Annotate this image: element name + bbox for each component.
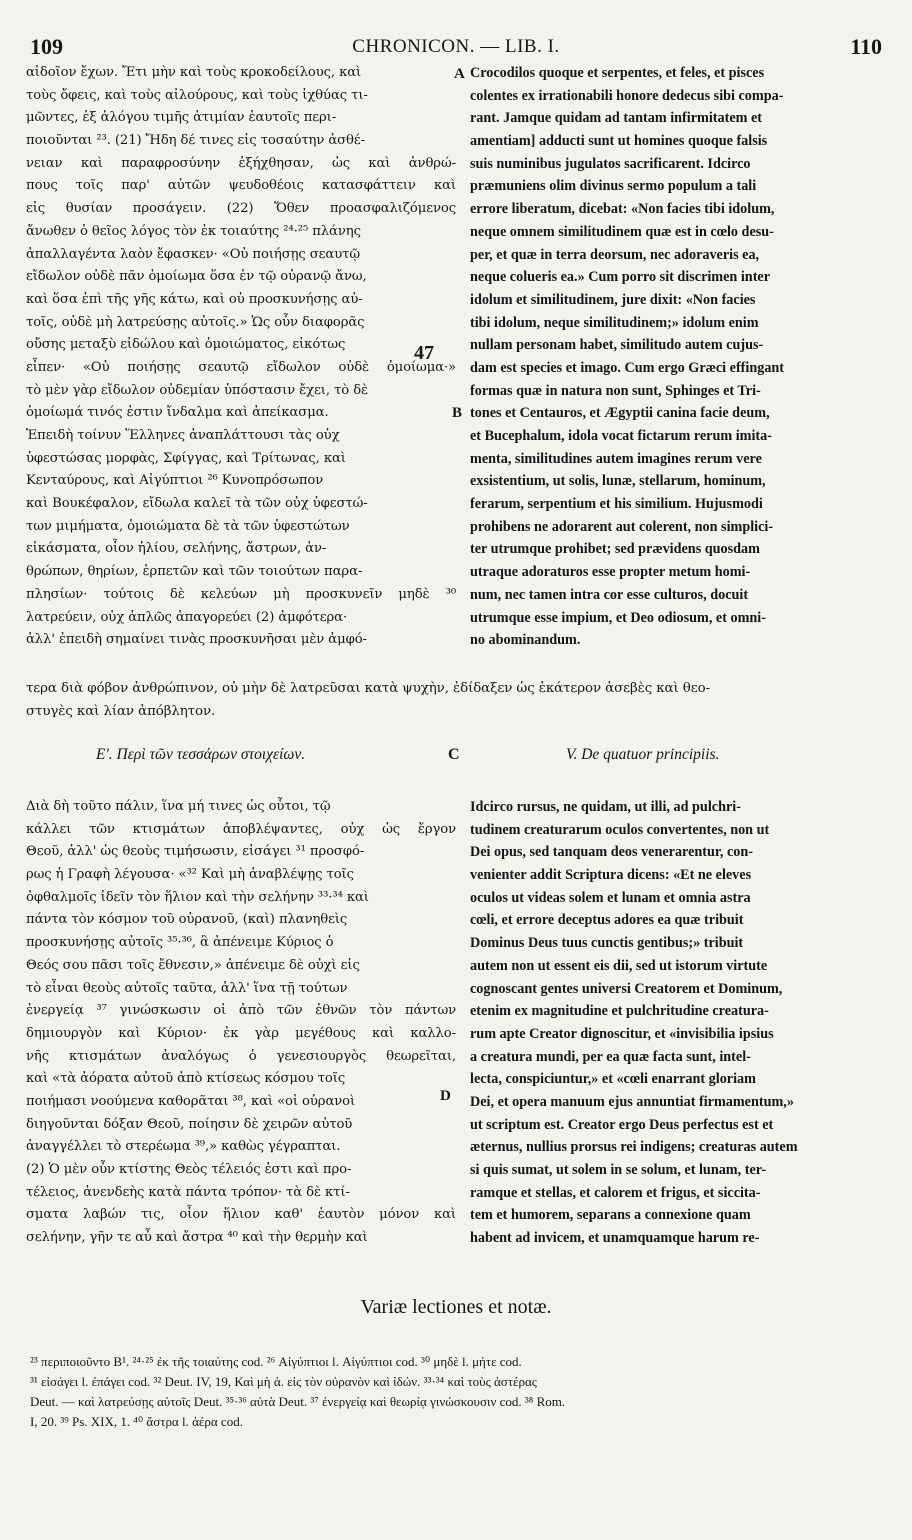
greek-text-line: σελήνην, γῆν τε αὖ καὶ ἄστρα ⁴⁰ καὶ τὴν θερμὴν καὶ: [26, 1230, 368, 1246]
margin-number-47: 47: [414, 342, 434, 364]
latin-text-line: Dei, et opera manuum ejus annuntiat firmamentum,»: [470, 1093, 794, 1110]
greek-text-line: πλησίων· τούτοις δὲ κελεύων μὴ προσκυνεῖν μηδὲ ³⁰: [26, 586, 456, 602]
greek-text-line: εἰς θυσίαν προσάγειν. (22) Ὅθεν προασφαλιζόμενος: [26, 201, 456, 217]
greek-text-line: προσκυνήσῃς αὐτοῖς ³⁵·³⁶, ἃ ἀπένειμε Κύριος ὁ: [26, 935, 334, 951]
greek-text-line: Ἐπειδὴ τοίνυν Ἕλληνες ἀναπλάττουσι τὰς οὐχ: [26, 428, 340, 443]
greek-text-line: εἶπεν· «Οὐ ποιήσῃς σεαυτῷ εἴδωλον οὐδὲ ὁμοίωμα·»: [26, 359, 456, 375]
greek-text-line: Διὰ δὴ τοῦτο πάλιν, ἵνα μή τινες ὡς οὗτοι, τῷ: [26, 799, 331, 814]
greek-text-line: εἰκάσματα, οἷον ἡλίου, σελήνης, ἄστρων, ἀν-: [26, 541, 327, 557]
latin-text-line: tones et Centauros, et Ægyptii canina facie deum,: [470, 405, 770, 422]
greek-text-line: ποιήμασι νοούμενα καθορᾶται ³⁸, καὶ «οἱ οὐρανοὶ: [26, 1093, 356, 1109]
latin-text-line: idolum et similitudinem, jure dixit: «Non facies: [470, 291, 756, 308]
greek-text-line: τέλειος, ἀνενδεὴς κατὰ πάντα τρόπον· τὰ δὲ κτί-: [26, 1184, 350, 1200]
greek-text-line: σματα λαβών τις, οἷον ἥλιον καθ' ἑαυτὸν μόνον καὶ: [26, 1207, 456, 1223]
latin-text-line: Crocodilos quoque et serpentes, et feles, et pisces: [470, 65, 765, 81]
latin-text-line: no abominandum.: [470, 632, 581, 649]
greek-text-line: τὸ εἶναι θεοὺς αὐτοῖς ταῦτα, ἀλλ' ἵνα τῇ τούτων: [26, 980, 348, 996]
greek-text-line: των μιμήματα, ὁμοιώματα δὲ τὰ τῶν ὑφεστώτων: [26, 518, 350, 534]
latin-text-line: æternus, nullius prorsus rei indigens; creaturas autem: [470, 1139, 798, 1156]
margin-letter-c: C: [448, 746, 460, 763]
latin-text-line: ter utrumque prohibet; sed prævidens quosdam: [470, 541, 760, 558]
latin-text-line: venienter addit Scriptura dicens: «Et ne eleves: [470, 867, 752, 884]
latin-text-line: si quis sumat, ut solem in se solum, et lunam, ter-: [470, 1162, 767, 1178]
latin-text-line: etenim ex magnitudine et pulchritudine creatura-: [470, 1003, 769, 1020]
footnotes: [30, 1352, 890, 1432]
page-number-left: 109: [30, 34, 63, 59]
latin-text-line: oculos ut videas solem et lunam et omnia astra: [470, 889, 751, 906]
greek-text-line: καὶ «τὰ ἀόρατα αὐτοῦ ἀπὸ κτίσεως κόσμου τοῖς: [26, 1071, 346, 1087]
greek-text-line: ποιοῦνται ²³. (21) Ἤδη δέ τινες εἰς τοσαύτην ἀσθέ-: [26, 133, 365, 149]
greek-text-line: πους τοῖς παρ' αὐτῶν ψευδοθέοις κατασφάττειν καὶ: [26, 178, 456, 194]
greek-text-line: τερα διὰ φόβον ἀνθρώπινον, οὐ μὴν δὲ λατρεῦσαι κατὰ ψυχὴν, ἐδίδαξεν ὡς ἑκάτερον ἀσεβὲς καὶ θεο-: [26, 681, 710, 696]
greek-section-heading: Ε'. Περὶ τῶν τεσσάρων στοιχείων.: [96, 746, 306, 763]
latin-text-line: ferarum, serpentium et his similium. Hujusmodi: [470, 496, 763, 513]
latin-section-heading: V. De quatuor principiis.: [566, 746, 720, 763]
greek-full-width-text: [26, 678, 886, 723]
greek-text-line: δημιουργὸν καὶ Κύριον· ἐκ γὰρ μεγέθους καὶ καλλο-: [26, 1025, 456, 1041]
latin-text-line: tudinem creaturarum oculos convertentes, non ut: [470, 821, 770, 838]
page-number-right: 110: [850, 34, 882, 59]
footnote-line: I, 20. ³⁹ Ps. XIX, 1. ⁴⁰ ἄστρα l. ἀέρα cod.: [30, 1414, 243, 1429]
latin-column-bottom: [470, 796, 882, 1250]
latin-text-line: ramque et stellas, et calorem et frigus, et siccita-: [470, 1184, 761, 1201]
latin-text-line: præmuniens olim divinus sermo populum a tali: [470, 178, 757, 195]
page-header: [30, 34, 882, 64]
greek-text-line: διηγοῦνται δόξαν Θεοῦ, ποίησιν δὲ χειρῶν αὐτοῦ: [26, 1116, 353, 1132]
latin-column-top: [470, 62, 882, 652]
greek-text-line: ἀπαλλαγέντα λαὸν ἔφασκεν· «Οὐ ποιήσῃς σεαυτῷ: [26, 246, 360, 262]
latin-text-line: dam est species et imago. Cum ergo Græci effingant: [470, 359, 785, 376]
greek-text-line: στυγὲς καὶ λίαν ἀπόβλητον.: [26, 703, 216, 719]
latin-text-line: amentiam] adducti sunt ut homines quoque falsis: [470, 133, 768, 150]
greek-text-line: Θεός σου πᾶσι τοῖς ἔθνεσιν,» ἀπένειμε δὲ οὐχὶ εἰς: [26, 957, 360, 973]
greek-text-line: ἀναγγέλλει τὸ στερέωμα ³⁹,» καθὼς γέγραπται.: [26, 1139, 341, 1155]
latin-text-line: a creatura mundi, per ea quæ facta sunt, intel-: [470, 1048, 751, 1065]
latin-text-line: cœli, et errore deceptus adores ea quæ tribuit: [470, 912, 744, 929]
greek-text-line: Κενταύρους, καὶ Αἰγύπτιοι ²⁶ Κυνοπρόσωπον: [26, 473, 324, 489]
variae-lectiones-title: Variæ lectiones et notæ.: [360, 1296, 552, 1318]
latin-text-line: lecta, conspiciuntur,» et «cœli enarrant gloriam: [470, 1071, 756, 1088]
greek-text-line: νῆς κτισμάτων ἀναλόγως ὁ γενεσιουργὸς θεωρεῖται,: [26, 1048, 456, 1064]
latin-text-line: utrumque esse impium, et Deo odiosum, et omni-: [470, 609, 766, 626]
greek-column-bottom: [26, 796, 456, 1250]
greek-text-line: τοῖς, οὐδὲ μὴ λατρεύσῃς αὐτοῖς.» Ὡς οὖν διαφορᾶς: [26, 314, 365, 330]
greek-text-line: ἐνεργείᾳ ³⁷ γινώσκωσιν οἱ ἀπὸ τῶν ἐθνῶν τὸν πάντων: [26, 1003, 456, 1019]
greek-text-line: κάλλει τῶν κτισμάτων ἀποβλέψαντες, οὐχ ὡς ἔργον: [26, 821, 456, 837]
margin-letter-d: D: [440, 1088, 451, 1104]
latin-text-line: rum apte Creator dignoscitur, et «invisibilia ipsius: [470, 1025, 774, 1042]
margin-letter-a: A: [454, 66, 465, 82]
greek-text-line: ἄνωθεν ὁ θεῖος λόγος τὸν ἐκ τοιαύτης ²⁴·²⁵ πλάνης: [26, 223, 361, 239]
latin-text-line: prohibens ne adorarent aut colerent, non simplici-: [470, 518, 774, 535]
latin-text-line: rant. Jamque quidam ad tantam infirmitatem et: [470, 110, 763, 127]
latin-text-line: Dei opus, sed tanquam deos venerarentur, con-: [470, 844, 753, 861]
greek-text-line: οὔσης μεταξὺ εἰδώλου καὶ ὁμοιώματος, εἰκότως: [26, 337, 346, 353]
latin-text-line: formas quæ in natura non sunt, Sphinges et Tri-: [470, 382, 761, 399]
latin-text-line: utraque adoraturos esse propter metum homi-: [470, 564, 751, 581]
greek-text-line: ὑφεστώσας μορφὰς, Σφίγγας, καὶ Τρίτωνας, καὶ: [26, 450, 346, 466]
latin-text-line: tibi idolum, neque similitudinem;» idolum enim: [470, 314, 759, 331]
latin-text-line: suis numinibus jugulatos sacrificarent. Idcirco: [470, 155, 751, 172]
greek-text-line: θρώπων, θηρίων, ἑρπετῶν καὶ τῶν τοιούτων παρα-: [26, 564, 363, 580]
latin-text-line: Dominus Deus tuus cunctis gentibus;» tribuit: [470, 935, 744, 952]
greek-text-line: εἴδωλον οὐδὲ πᾶν ὁμοίωμα ὅσα ἐν τῷ οὐρανῷ ἄνω,: [26, 269, 367, 285]
greek-text-line: καὶ Βουκέφαλον, εἴδωλα καλεῖ τὰ τῶν οὐχ ὑφεστώ-: [26, 496, 368, 512]
footnote-line: ²³ περιποιοῦντο B¹. ²⁴·²⁵ ἐκ τῆς τοιαύτης cod. ²⁶ Αἰγύπτιοι l. Αἰγύπτιοι cod. ³⁰ μηδὲ l. μήτε cod.: [30, 1354, 522, 1369]
greek-text-line: αἰδοῖον ἔχων. Ἔτι μὴν καὶ τοὺς κροκοδείλους, καὶ: [26, 65, 362, 80]
greek-text-line: τοὺς ὄφεις, καὶ τοὺς αἰλούρους, καὶ τοὺς ἰχθύας τι-: [26, 87, 368, 103]
latin-text-line: nullam personam habet, similitudo autem cujus-: [470, 337, 764, 354]
latin-text-line: cognoscant gentes universi Creatorem et Dominum,: [470, 980, 783, 997]
margin-letter-b: B: [452, 405, 463, 421]
latin-text-line: errore liberatum, dicebat: «Non facies tibi idolum,: [470, 201, 775, 218]
greek-text-line: ρως ἡ Γραφὴ λέγουσα· «³² Καὶ μὴ ἀναβλέψῃς τοῖς: [26, 867, 354, 883]
greek-column-top: [26, 62, 456, 652]
greek-text-line: μῶντες, ἐξ ἀλόγου τιμῆς ἀτιμίαν ἑαυτοῖς περι-: [26, 110, 337, 126]
greek-text-line: ἀλλ' ἐπειδὴ σημαίνει τινὰς προσκυνῆσαι μὲν ἀμφό-: [26, 632, 367, 648]
latin-text-line: neque colueris ea.» Cum porro sit discrimen inter: [470, 269, 771, 286]
greek-text-line: καὶ ὅσα ἐπὶ τῆς γῆς κάτω, καὶ οὐ προσκυνήσῃς αὐ-: [26, 291, 363, 307]
greek-text-line: Θεοῦ, ἀλλ' ὡς θεοὺς τιμήσωσιν, εἰσάγει ³¹ προσφό-: [26, 844, 365, 860]
greek-text-line: (2) Ὁ μὲν οὖν κτίστης Θεὸς τέλειός ἐστι καὶ προ-: [26, 1162, 352, 1177]
latin-text-line: tem et humorem, separans a connexione quam: [470, 1207, 751, 1224]
greek-text-line: ὁμοίωμά τινός ἐστιν ἴνδαλμα καὶ ἀπείκασμα.: [26, 405, 329, 421]
greek-text-line: ὀφθαλμοῖς ἰδεῖν τὸν ἥλιον καὶ τὴν σελήνην ³³·³⁴ καὶ: [26, 889, 369, 905]
latin-text-line: autem non ut essent eis dii, sed ut istorum virtute: [470, 957, 768, 974]
latin-text-line: menta, similitudines autem imagines rerum vere: [470, 450, 762, 467]
latin-text-line: habent ad invicem, et unamquamque harum re-: [470, 1230, 760, 1247]
latin-text-line: per, et quæ in terra deorsum, nec adoraveris ea,: [470, 246, 760, 263]
footnote-line: Deut. — καὶ λατρεύσῃς αὐτοῖς Deut. ³⁵·³⁶ αὐτὰ Deut. ³⁷ ἐνεργείᾳ καὶ θεωρίᾳ γινώσκουσιν cod. ³⁸ Rom.: [30, 1394, 566, 1409]
greek-text-line: πάντα τὸν κόσμον τοῦ οὐρανοῦ, (καὶ) πλανηθεὶς: [26, 912, 348, 928]
footnote-line: ³¹ εἰσάγει l. ἐπάγει cod. ³² Deut. IV, 19, Καὶ μὴ ἀ. εἰς τὸν οὐρανὸν καὶ ἰδών. ³³·³⁴ καὶ τοὺς ἀστέρας: [30, 1374, 537, 1389]
running-title: CHRONICON. — LIB. I.: [352, 36, 560, 57]
latin-text-line: Idcirco rursus, ne quidam, ut illi, ad pulchri-: [470, 799, 741, 815]
latin-text-line: num, nec tamen intra cor esse culturos, docuit: [470, 586, 749, 603]
latin-text-line: et Bucephalum, idola vocat fictarum rerum imita-: [470, 428, 772, 444]
latin-text-line: ut scriptum est. Creator ergo Deus perfectus est et: [470, 1116, 774, 1133]
latin-text-line: colentes ex irrationabili honore dedecus sibi compa-: [470, 87, 784, 104]
greek-text-line: λατρεύειν, οὐχ ἁπλῶς ἀπαγορεύει (2) ἀμφότερα·: [26, 609, 348, 625]
latin-text-line: exsistentium, ut solis, lunæ, stellarum, hominum,: [470, 473, 766, 490]
latin-text-line: neque omnem similitudinem quæ est in cœlo desu-: [470, 223, 774, 240]
greek-text-line: νειαν καὶ παραφροσύνην ἐξήχθησαν, ὡς καὶ ἀνθρώ-: [26, 155, 456, 171]
greek-text-line: τὸ μὲν γὰρ εἴδωλον οὐδεμίαν ὑπόστασιν ἔχει, τὸ δὲ: [26, 382, 369, 398]
